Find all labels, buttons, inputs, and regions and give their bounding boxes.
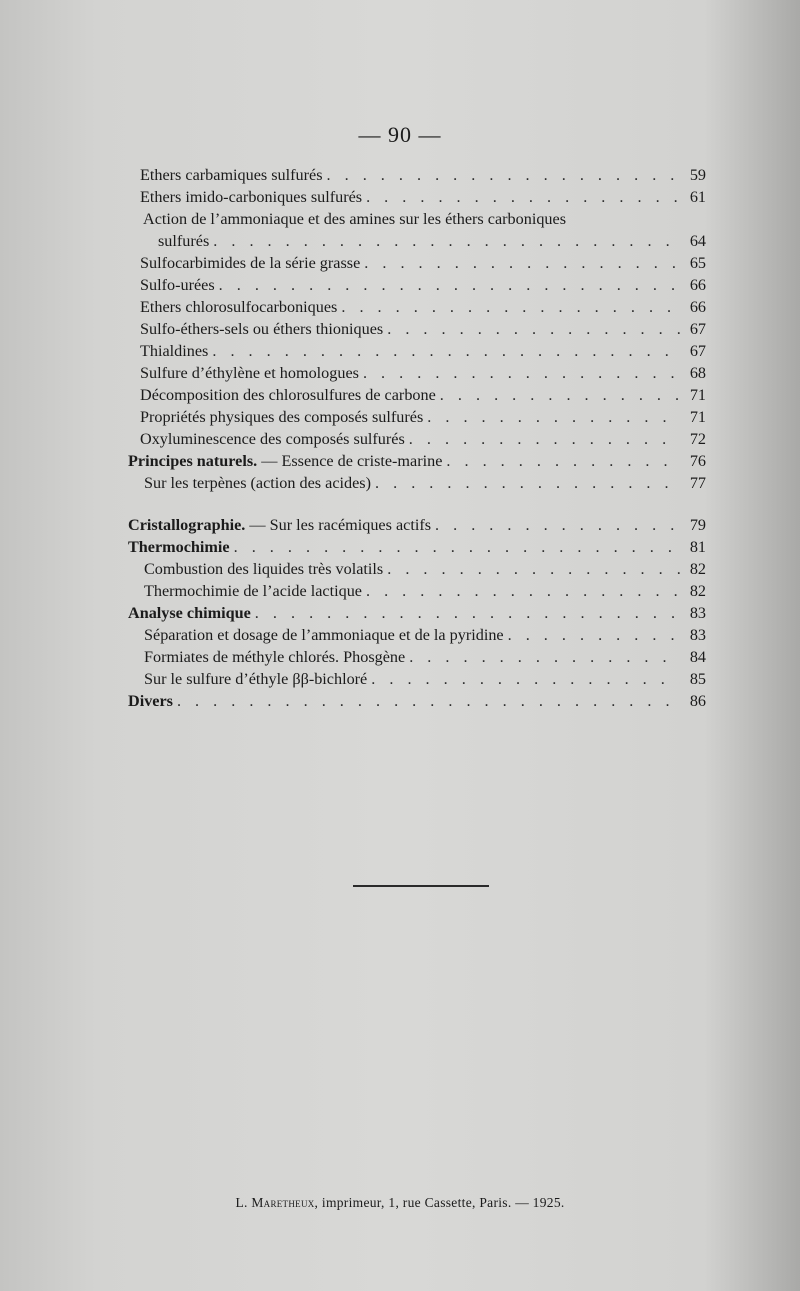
toc-entry-label: Ethers imido-carboniques sulfurés	[140, 188, 363, 206]
leader-dots	[371, 668, 680, 690]
toc-entry-label: Ethers carbamiques sulfurés	[140, 166, 323, 184]
toc-entry-page: 82	[689, 560, 706, 578]
toc-section-entry	[128, 536, 706, 558]
toc-entry-page: 67	[689, 342, 706, 360]
toc-entry-page: 66	[689, 298, 706, 316]
toc-entry-page: 67	[689, 320, 706, 338]
leader-dots	[375, 472, 680, 494]
toc-entry	[144, 624, 706, 646]
leader-dots	[435, 514, 680, 536]
toc-entry-label	[128, 690, 173, 712]
imprint-prefix: L.	[235, 1195, 252, 1210]
toc-entry-page: 68	[689, 364, 706, 382]
section-subtitle: — Sur les racémiques actifs	[245, 516, 432, 534]
section-heading: Analyse chimique	[128, 604, 251, 622]
imprint-printer-name: Maretheux	[251, 1195, 315, 1210]
leader-dots	[363, 362, 680, 384]
toc-entry-page: 71	[689, 386, 706, 404]
toc-entry-label: Sur les terpènes (action des acides)	[144, 474, 371, 492]
toc-entry	[140, 384, 706, 406]
leader-dots	[508, 624, 680, 646]
toc-entry	[140, 164, 706, 186]
leader-dots	[177, 690, 680, 712]
toc-entry-label	[128, 514, 431, 536]
toc-entry-page: 65	[689, 254, 706, 272]
toc-entry-label: Sur le sulfure d’éthyle ββ-bichloré	[144, 670, 368, 688]
toc-entry-page: 81	[689, 538, 706, 556]
toc-section-entry	[128, 450, 706, 472]
toc-entry-label: Ethers chlorosulfocarboniques	[140, 298, 338, 316]
leader-dots	[440, 384, 680, 406]
section-heading: Divers	[128, 692, 173, 710]
leader-dots	[409, 646, 680, 668]
leader-dots	[327, 164, 681, 186]
toc-entry	[144, 580, 706, 602]
leader-dots	[387, 558, 680, 580]
toc-entry-label: Oxyluminescence des composés sulfurés	[140, 430, 405, 448]
toc-entry-label	[128, 602, 251, 624]
toc-entry-wrapped: Action de l’ammoniaque et des amines sur les éthers carboniques	[143, 210, 566, 228]
toc-entry-label: Décomposition des chlorosulfures de carbone	[140, 386, 436, 404]
toc-entry-page: 59	[689, 166, 706, 184]
toc-entry	[158, 230, 706, 252]
leader-dots	[364, 252, 680, 274]
toc-entry	[140, 340, 706, 362]
toc-entry-label: Propriétés physiques des composés sulfurés	[140, 408, 424, 426]
leader-dots	[366, 186, 680, 208]
leader-dots	[219, 274, 680, 296]
toc-entry-label: Combustion des liquides très volatils	[144, 560, 384, 578]
printer-imprint	[0, 1195, 800, 1211]
leader-dots	[427, 406, 680, 428]
toc-entry	[144, 668, 706, 690]
toc-entry-page: 86	[689, 692, 706, 710]
toc-entry	[144, 558, 706, 580]
closing-rule	[353, 885, 489, 887]
toc-entry-page: 84	[689, 648, 706, 666]
toc-entry-label: Sulfo-éthers-sels ou éthers thioniques	[140, 320, 384, 338]
section-subtitle: — Essence de criste-marine	[257, 452, 443, 470]
toc-entry-label: Séparation et dosage de l’ammoniaque et de la pyridine	[144, 626, 504, 644]
leader-dots	[341, 296, 680, 318]
toc-entry	[140, 362, 706, 384]
toc-entry-page: 77	[689, 474, 706, 492]
page-number: — 90 —	[358, 122, 442, 147]
toc-entry	[140, 186, 706, 208]
toc-entry	[140, 406, 706, 428]
toc-entry-label: sulfurés	[158, 232, 210, 250]
imprint-address: , imprimeur, 1, rue Cassette, Paris. — 1925.	[314, 1195, 565, 1210]
toc-entry-label	[128, 536, 230, 558]
leader-dots	[387, 318, 680, 340]
leader-dots	[255, 602, 680, 624]
leader-dots	[446, 450, 680, 472]
toc-entry-page: 76	[689, 452, 706, 470]
section-heading: Cristallographie.	[128, 516, 246, 534]
toc-entry	[140, 252, 706, 274]
leader-dots	[212, 340, 680, 362]
toc-entry-label: Sulfure d’éthylène et homologues	[140, 364, 359, 382]
section-heading: Thermochimie	[128, 538, 230, 556]
toc-entry-label: Thermochimie de l’acide lactique	[144, 582, 362, 600]
section-heading: Principes naturels.	[128, 452, 258, 470]
toc-entry	[144, 646, 706, 668]
toc-entry	[140, 274, 706, 296]
toc-entry	[140, 296, 706, 318]
toc-entry-label: Sulfocarbimides de la série grasse	[140, 254, 361, 272]
toc-entry-label	[128, 450, 442, 472]
toc-entry-page: 61	[689, 188, 706, 206]
toc-entry-page: 72	[689, 430, 706, 448]
toc-section-entry	[128, 602, 706, 624]
toc-entry-label: Formiates de méthyle chlorés. Phosgène	[144, 648, 406, 666]
toc-entry-page: 71	[689, 408, 706, 426]
toc-entry	[140, 318, 706, 340]
toc-entry-page: 79	[689, 516, 706, 534]
toc-entry-page: 82	[689, 582, 706, 600]
toc-entry-page: 64	[689, 232, 706, 250]
toc-entry-page: 83	[689, 604, 706, 622]
toc-entry-label: Thialdines	[140, 342, 209, 360]
toc-entry-page: 85	[689, 670, 706, 688]
toc-section-entry	[128, 690, 706, 712]
toc-entry-page: 83	[689, 626, 706, 644]
toc-entry-label: Sulfo-urées	[140, 276, 215, 294]
leader-dots	[234, 536, 680, 558]
toc-entry	[140, 428, 706, 450]
toc-section-entry	[128, 514, 706, 536]
leader-dots	[213, 230, 680, 252]
leader-dots	[366, 580, 680, 602]
leader-dots	[409, 428, 680, 450]
toc-entry-page: 66	[689, 276, 706, 294]
toc-entry	[144, 472, 706, 494]
